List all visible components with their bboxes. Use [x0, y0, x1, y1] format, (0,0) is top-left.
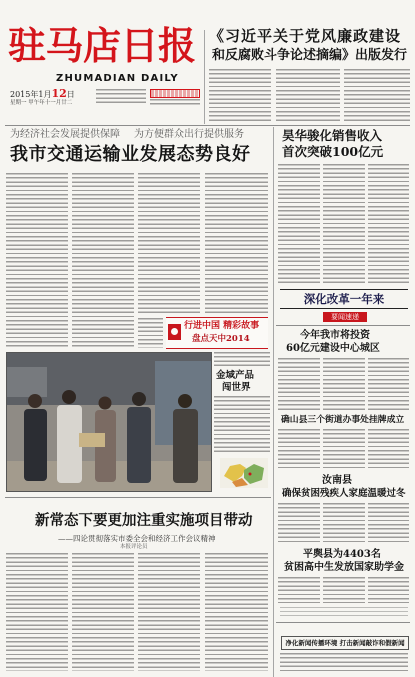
body-text-column [6, 553, 68, 671]
top-story-headline-line2: 和反腐败斗争论述摘编》出版发行 [212, 48, 408, 63]
feature-banner [166, 317, 268, 349]
masthead-info-text [150, 99, 200, 107]
column-divider [204, 30, 205, 124]
body-text-column [278, 358, 320, 412]
commentary-headline: 新常态下要更加注重实施项目带动 [35, 512, 253, 529]
body-text-column [278, 577, 320, 603]
column-divider [273, 127, 274, 677]
body-text-column [368, 429, 409, 471]
masthead-info-text [96, 89, 146, 106]
body-text-column [323, 577, 365, 603]
body-text-column [205, 553, 268, 671]
page-index-text [280, 607, 408, 617]
body-text-column [138, 318, 163, 348]
top-story-headline-line1: 《习近平关于党风廉政建设 [209, 27, 402, 45]
body-text-column [344, 69, 410, 123]
body-text-column [368, 164, 409, 286]
section-rule [276, 622, 410, 623]
banner-title: 行进中国 精彩故事 [184, 321, 260, 331]
news-photo-image [7, 353, 211, 491]
brief-1-headline-line2: 60亿元建设中心城区 [286, 343, 380, 354]
masthead-red-badge [150, 89, 200, 98]
section-rule [5, 125, 410, 126]
body-text-column [214, 396, 270, 454]
banner-subtitle: 盘点天中2014 [192, 334, 250, 344]
body-text-column [6, 173, 68, 349]
news-photo [6, 352, 212, 492]
brief-4-headline-line2: 贫困高中生发放国家助学金 [284, 562, 404, 573]
body-text-column [209, 69, 271, 123]
body-text-column [280, 653, 408, 673]
banner-emblem-icon [168, 324, 181, 340]
map-image [220, 458, 268, 488]
body-text-column [368, 503, 409, 545]
lead-story-kicker [10, 130, 244, 140]
body-text-column [278, 164, 320, 286]
body-text-column [278, 503, 320, 545]
lead-story-headline: 我市交通运输业发展态势良好 [10, 144, 251, 165]
brief-4-headline-line1: 平舆县为4403名 [303, 549, 381, 560]
commentary-subhead: ——四论贯彻落实市委全会和经济工作会议精神 [58, 534, 216, 543]
body-text-column [368, 358, 409, 412]
masthead-english: ZHUMADIAN DAILY [56, 73, 179, 84]
section-rule [5, 497, 271, 498]
issue-weekday-lunar: 星期一 甲午年十一月廿二 [10, 100, 73, 106]
body-text-column [72, 553, 134, 671]
photo-story-title-line1: 金域产品 [216, 370, 255, 381]
body-text-column [205, 173, 268, 313]
issue-date [10, 88, 75, 99]
body-text-column [278, 429, 320, 471]
body-text-column [138, 173, 200, 313]
brief-3-headline-line1: 汝南县 [322, 475, 352, 486]
photo-story-title-line2: 闯世界 [222, 382, 251, 393]
lead-kicker-left: 为经济社会发展提供保障 [10, 129, 120, 140]
feature-box: 深化改革一年来 [280, 289, 408, 309]
map-graphic [220, 458, 268, 488]
body-text-column [323, 358, 365, 412]
right-story-headline-line2: 首次突破100亿元 [282, 144, 384, 159]
body-text-column [323, 164, 365, 286]
right-story-headline-line1: 昊华骏化销售收入 [282, 128, 383, 143]
body-text-column [323, 503, 365, 545]
issue-date-prefix: 2015年1月 [10, 90, 52, 99]
body-text-column [214, 352, 270, 368]
notice-box: 净化新闻传播环境 打击新闻敲诈和假新闻 [281, 636, 409, 650]
section-rule [276, 325, 410, 326]
issue-date-day: 12 [51, 87, 67, 100]
masthead-title: 驻马店日报 [8, 23, 196, 68]
issue-date-suffix: 日 [66, 90, 75, 99]
brief-1-headline-line1: 今年我市将投资 [300, 330, 370, 341]
commentary-byline: 本报评论员 [120, 544, 148, 550]
body-text-column [323, 429, 365, 471]
lead-kicker-right: 为方便群众出行提供服务 [134, 129, 244, 140]
body-text-column [138, 553, 200, 671]
brief-2-headline: 确山县三个街道办事处挂牌成立 [281, 415, 405, 425]
brief-3-headline-line2: 确保贫困残疾人家庭温暖过冬 [282, 488, 406, 499]
body-text-column [368, 577, 409, 603]
body-text-column [276, 69, 340, 123]
body-text-column [72, 173, 134, 349]
section-label: 要闻速递 [323, 312, 367, 322]
